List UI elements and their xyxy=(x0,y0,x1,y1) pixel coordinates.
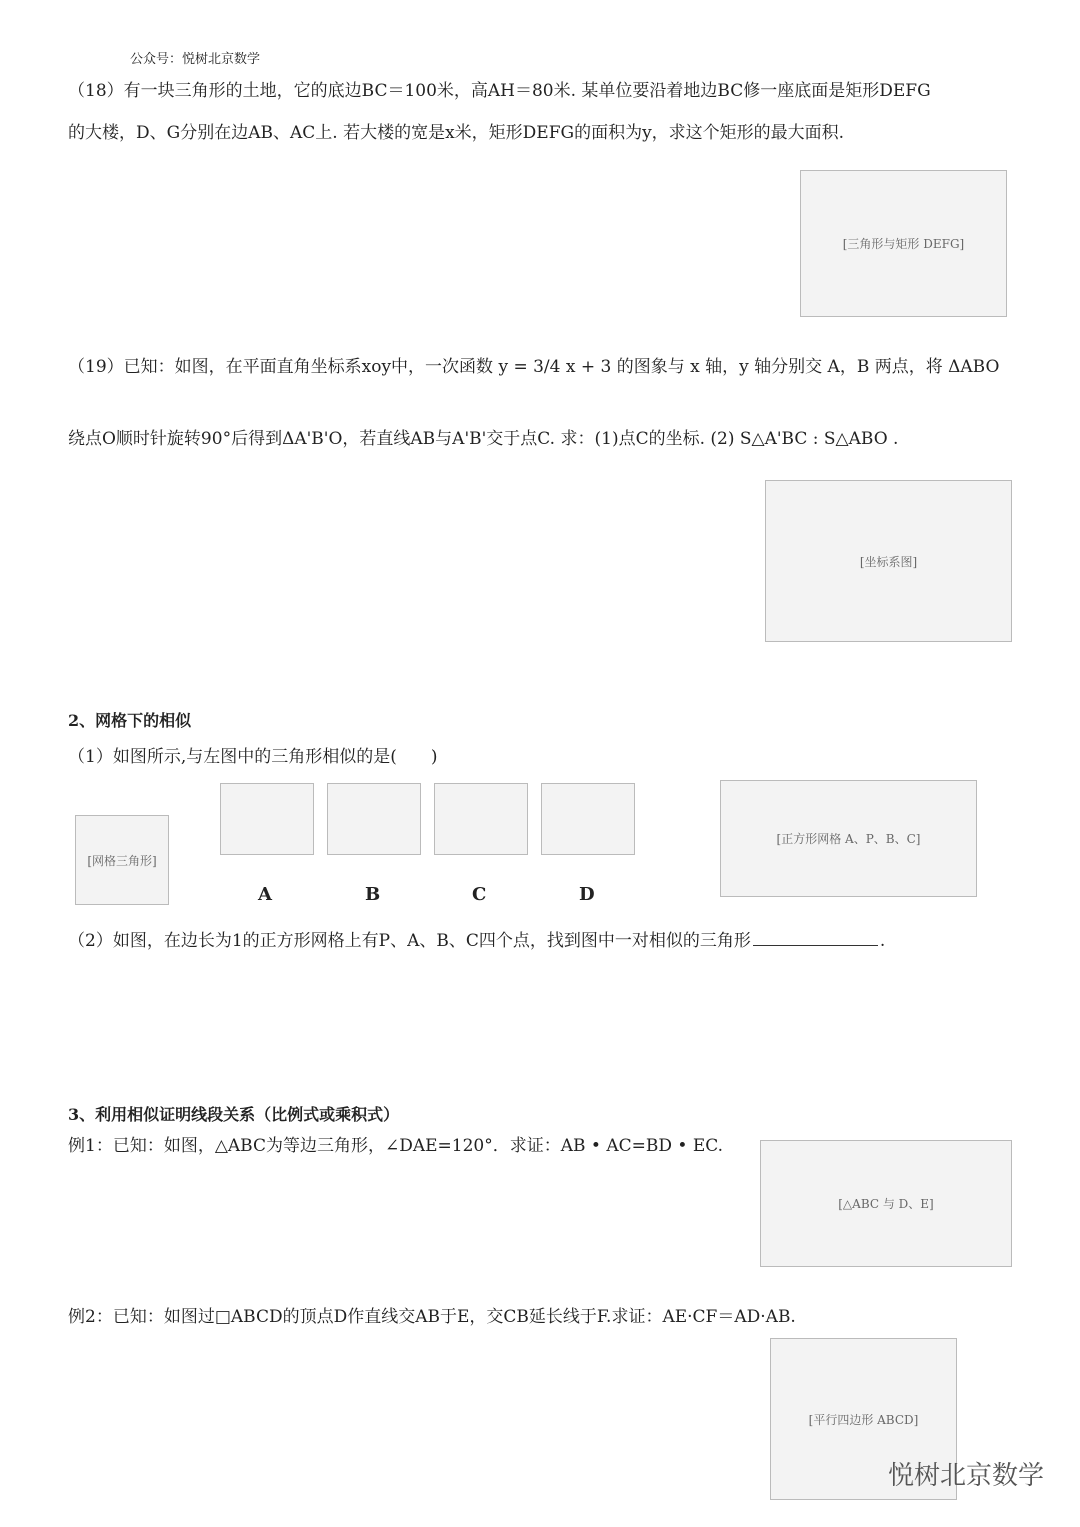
q19-line1: （19）已知：如图，在平面直角坐标系xoy中，一次函数 y = 3/4 x + 3 的图象与 x 轴，y 轴分别交 A，B 两点，将 ΔABO xyxy=(68,357,1000,377)
section2-q2: （2）如图，在边长为1的正方形网格上有P、A、B、C四个点，找到图中一对相似的三角形 . xyxy=(68,931,886,951)
option-b-label: B xyxy=(365,884,381,905)
grid-option-b-placeholder xyxy=(327,783,421,855)
q18-line1: （18）有一块三角形的土地，它的底边BC＝100米，高AH＝80米. 某单位要沿着地边BC修一座底面是矩形DEFG xyxy=(68,81,931,101)
figure-q18-placeholder: [三角形与矩形 DEFG] xyxy=(800,170,1007,317)
q19-line2: 绕点O顺时针旋转90°后得到ΔA'B'O，若直线AB与A'B'交于点C. 求：(1)点C的坐标. (2) S△A'BC : S△ABO . xyxy=(68,429,899,449)
option-d-label: D xyxy=(579,884,595,905)
q18-line2: 的大楼，D、G分别在边AB、AC上. 若大楼的宽是x米，矩形DEFG的面积为y，求这个矩形的最大面积. xyxy=(68,123,845,143)
header: 公众号：悦树北京数学 xyxy=(130,52,261,67)
answer-blank[interactable] xyxy=(753,944,878,946)
section2-q1: （1）如图所示,与左图中的三角形相似的是( ) xyxy=(68,747,438,767)
figure-example1-placeholder: [△ABC 与 D、E] xyxy=(760,1140,1012,1267)
grid-option-d-placeholder xyxy=(541,783,635,855)
example2: 例2：已知：如图过□ABCD的顶点D作直线交AB于E，交CB延长线于F.求证：AE·CF＝AD·AB. xyxy=(68,1307,796,1327)
figure-q19-placeholder: [坐标系图] xyxy=(765,480,1012,642)
grid-option-c-placeholder xyxy=(434,783,528,855)
section2-title: 2、网格下的相似 xyxy=(68,711,192,730)
option-a-label: A xyxy=(258,884,272,905)
footer-watermark: 悦树北京数学 xyxy=(887,1461,1044,1491)
section3-title: 3、利用相似证明线段关系（比例式或乘积式） xyxy=(68,1105,400,1124)
grid-reference-placeholder: [网格三角形] xyxy=(75,815,169,905)
option-c-label: C xyxy=(472,884,487,905)
example1: 例1：已知：如图，△ABC为等边三角形，∠DAE=120°．求证：AB • AC=BD • EC. xyxy=(68,1136,724,1156)
figure-square-grid-placeholder: [正方形网格 A、P、B、C] xyxy=(720,780,977,897)
grid-option-a-placeholder xyxy=(220,783,314,855)
figure-example2-placeholder: [平行四边形 ABCD] xyxy=(770,1338,957,1500)
